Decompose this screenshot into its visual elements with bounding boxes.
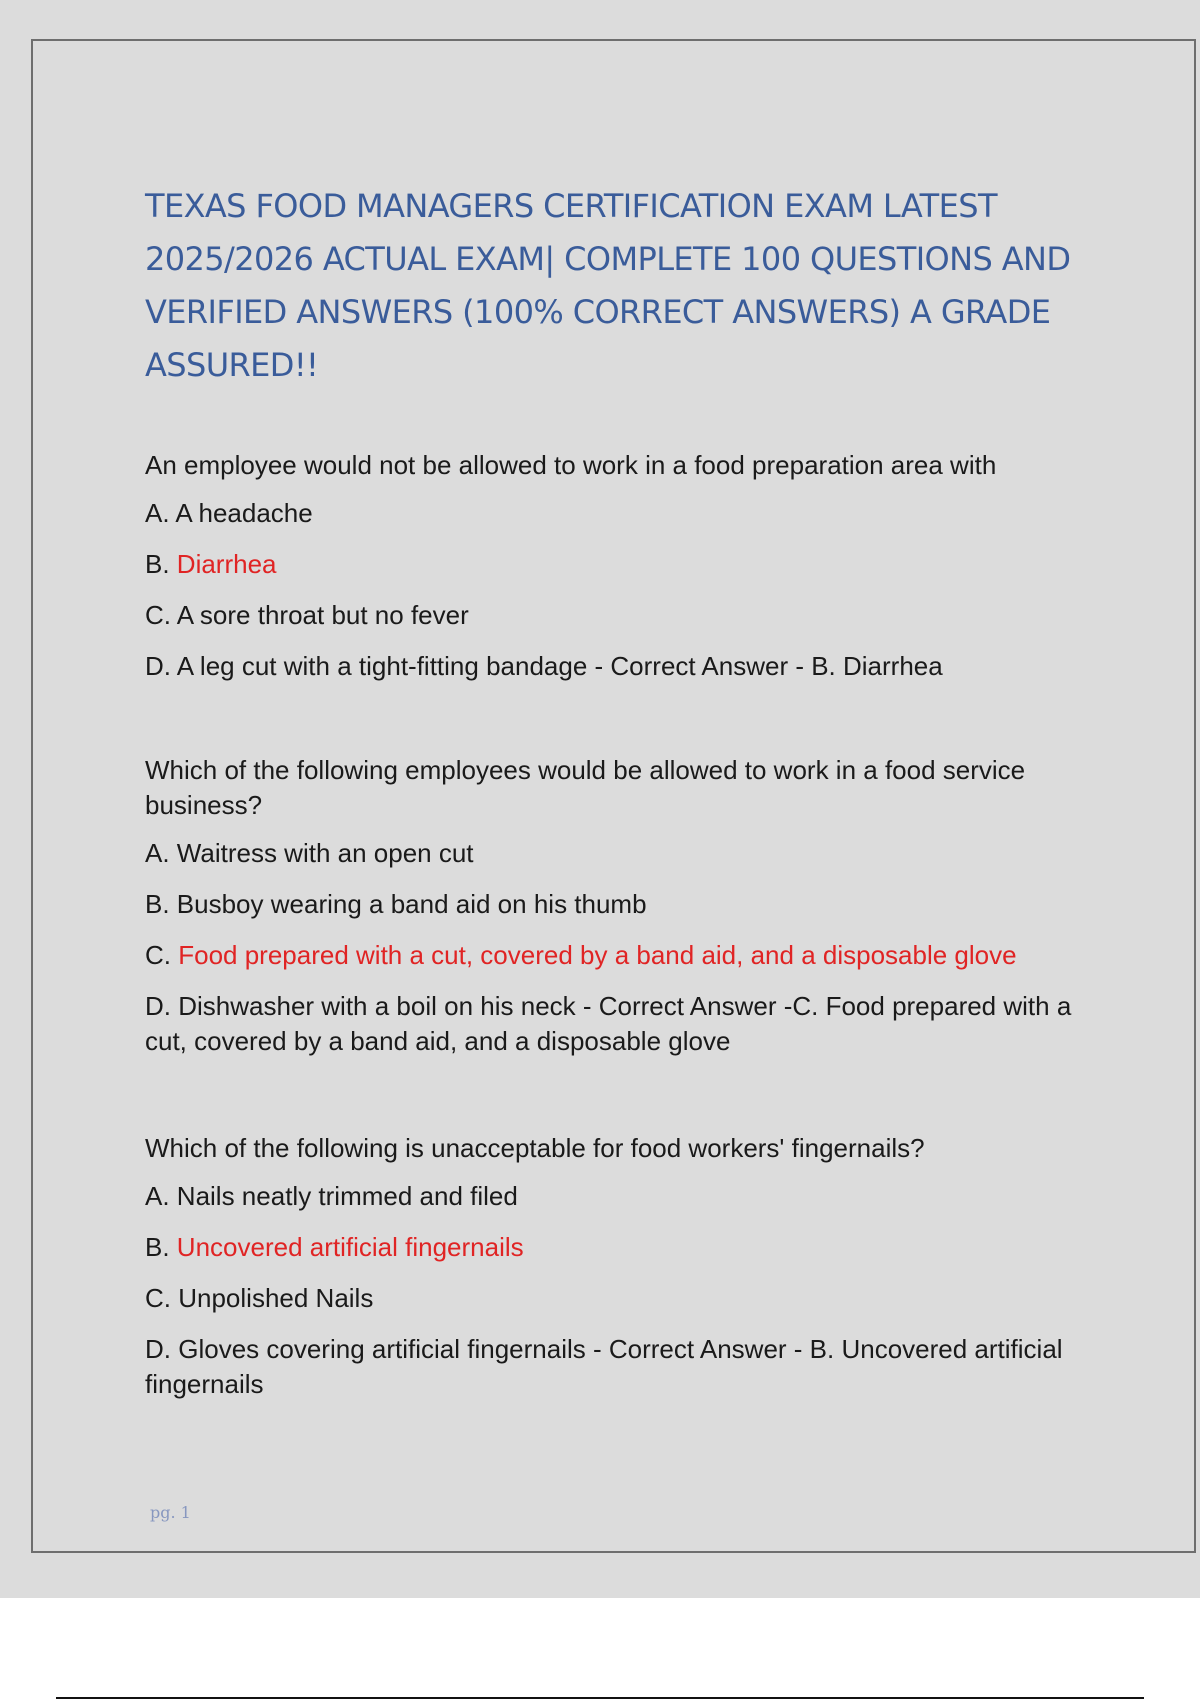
question-block <box>145 1131 1085 1402</box>
document-title: TEXAS FOOD MANAGERS CERTIFICATION EXAM LATEST 2025/2026 ACTUAL EXAM| COMPLETE 100 QUESTIONS AND VERIFIED ANSWERS (100% CORRECT ANSWERS) A GRADE ASSURED!! <box>145 187 1071 384</box>
spacer <box>145 684 1085 753</box>
question-text: An employee would not be allowed to work in a food preparation area with <box>145 450 997 480</box>
highlighted-answer: Food prepared with a cut, covered by a band aid, and a disposable glove <box>178 940 1017 970</box>
question-text: Which of the following is unacceptable for food workers' fingernails? <box>145 1133 925 1163</box>
option-b-correct: B. Uncovered artificial fingernails <box>145 1232 524 1262</box>
question-block <box>145 753 1085 1059</box>
option-b: B. Busboy wearing a band aid on his thumb <box>145 889 647 919</box>
page-number: pg. 1 <box>150 1503 191 1522</box>
spacer <box>145 1059 1085 1131</box>
option-c-correct: C. Food prepared with a cut, covered by a band aid, and a disposable glove <box>145 940 1017 970</box>
question-list <box>145 448 1085 1402</box>
option-b-correct: B. Diarrhea <box>145 549 277 579</box>
question-block <box>145 448 1085 684</box>
question-text: Which of the following employees would be allowed to work in a food service business? <box>145 755 1026 820</box>
highlighted-answer: Diarrhea <box>176 549 277 579</box>
option-a: A. A headache <box>145 498 313 528</box>
option-d: D. A leg cut with a tight-fitting bandage - Correct Answer - B. Diarrhea <box>145 651 943 681</box>
option-c: C. Unpolished Nails <box>145 1283 374 1313</box>
option-a: A. Nails neatly trimmed and filed <box>145 1181 518 1211</box>
option-c: C. A sore throat but no fever <box>145 600 469 630</box>
highlighted-answer: Uncovered artificial fingernails <box>176 1232 524 1262</box>
option-a: A. Waitress with an open cut <box>145 838 474 868</box>
divider <box>56 1697 1144 1699</box>
option-d: D. Gloves covering artificial fingernails - Correct Answer - B. Uncovered artificial fingernails <box>145 1334 1063 1399</box>
option-d: D. Dishwasher with a boil on his neck - Correct Answer -C. Food prepared with a cut, covered by a band aid, and a disposable glove <box>145 991 1072 1056</box>
